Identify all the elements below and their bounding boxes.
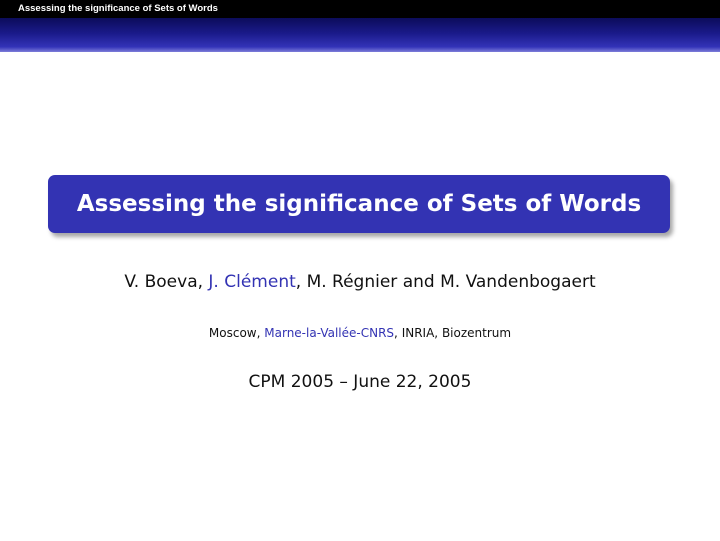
headline-bar [0,0,720,18]
headline-gradient-band [0,18,720,52]
conference-date: CPM 2005 – June 22, 2005 [248,372,472,392]
institute-4: Biozentrum [441,326,512,340]
author-separator: and [397,272,441,292]
author-separator: , [295,272,307,292]
institute-line [0,326,720,340]
headline-title: Assessing the significance of Sets of Words [18,3,218,14]
title-block [48,175,670,233]
institute-separator: , [394,326,402,340]
author-4: M. Vandenbogaert [440,272,596,292]
slide-title: Assessing the significance of Sets of Words [76,191,642,217]
author-separator: , [197,272,209,292]
institute-3: INRIA [401,326,435,340]
institute-2-highlighted: Marne-la-Vallée-CNRS [264,326,395,340]
author-line [0,272,720,292]
institute-separator: , [434,326,442,340]
institute-1: Moscow [208,326,257,340]
author-2-highlighted: J. Clément [208,272,296,292]
author-1: V. Boeva [124,272,198,292]
author-3: M. Régnier [306,272,398,292]
institute-separator: , [256,326,265,340]
